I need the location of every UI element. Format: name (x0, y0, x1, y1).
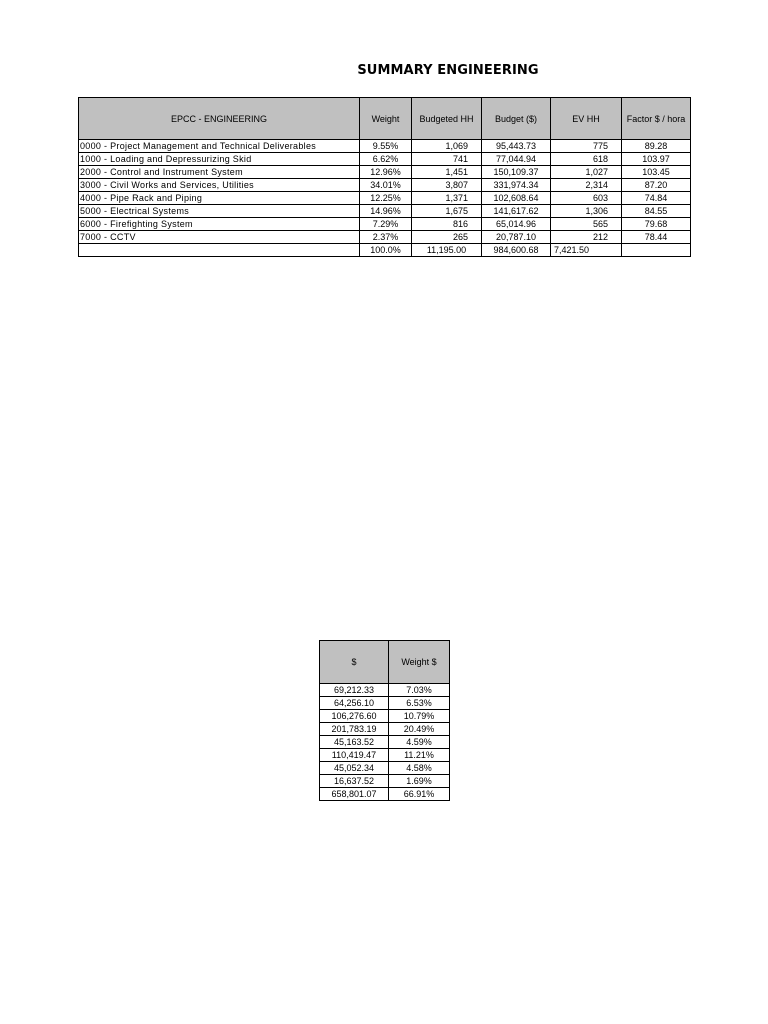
row-name: 4000 - Pipe Rack and Piping (79, 192, 360, 205)
table-row (79, 179, 691, 192)
table-row (79, 218, 691, 231)
row-name: 5000 - Electrical Systems (79, 205, 360, 218)
table-row (320, 749, 450, 762)
row-name: 7000 - CCTV (79, 231, 360, 244)
row-ev-hh: 618 (551, 153, 622, 166)
table-row (320, 736, 450, 749)
row-budgeted-hh: 3,807 (412, 179, 482, 192)
totals-factor (622, 244, 691, 257)
header-row (79, 98, 691, 140)
row-amount: 106,276.60 (320, 710, 389, 723)
table-row (79, 153, 691, 166)
totals-budgeted-hh: 11,195.00 (412, 244, 482, 257)
table-row (320, 775, 450, 788)
row-ev-hh: 1,027 (551, 166, 622, 179)
row-factor: 103.97 (622, 153, 691, 166)
row-factor: 79.68 (622, 218, 691, 231)
row-weight: 7.03% (389, 684, 450, 697)
table-row (320, 762, 450, 775)
row-factor: 103.45 (622, 166, 691, 179)
row-budget: 141,617.62 (482, 205, 551, 218)
row-amount: 16,637.52 (320, 775, 389, 788)
row-weight: 12.96% (360, 166, 412, 179)
row-budgeted-hh: 741 (412, 153, 482, 166)
row-factor: 74.84 (622, 192, 691, 205)
table-row (320, 684, 450, 697)
sub-header-row (320, 641, 450, 684)
row-weight: 2.37% (360, 231, 412, 244)
row-factor: 78.44 (622, 231, 691, 244)
row-ev-hh: 212 (551, 231, 622, 244)
row-factor: 84.55 (622, 205, 691, 218)
row-name: 2000 - Control and Instrument System (79, 166, 360, 179)
table-row (320, 710, 450, 723)
row-name: 1000 - Loading and Depressurizing Skid (79, 153, 360, 166)
row-weight: 6.62% (360, 153, 412, 166)
header-budgeted-hh: Budgeted HH (412, 98, 482, 140)
row-ev-hh: 775 (551, 140, 622, 153)
totals-row (79, 244, 691, 257)
row-budgeted-hh: 816 (412, 218, 482, 231)
row-amount: 201,783.19 (320, 723, 389, 736)
row-name: 3000 - Civil Works and Services, Utilities (79, 179, 360, 192)
header-epcc-engineering: EPCC - ENGINEERING (79, 98, 360, 140)
row-weight: 7.29% (360, 218, 412, 231)
totals-ev-hh: 7,421.50 (551, 244, 622, 257)
table-row (79, 140, 691, 153)
page-title: SUMMARY ENGINEERING (357, 63, 539, 78)
row-weight: 20.49% (389, 723, 450, 736)
row-weight: 4.59% (389, 736, 450, 749)
row-budget: 102,608.64 (482, 192, 551, 205)
row-weight: 4.58% (389, 762, 450, 775)
row-name: 6000 - Firefighting System (79, 218, 360, 231)
row-budgeted-hh: 265 (412, 231, 482, 244)
totals-row (320, 788, 450, 801)
row-budget: 150,109.37 (482, 166, 551, 179)
row-amount: 45,052.34 (320, 762, 389, 775)
row-ev-hh: 1,306 (551, 205, 622, 218)
totals-name (79, 244, 360, 257)
row-weight: 14.96% (360, 205, 412, 218)
row-weight: 10.79% (389, 710, 450, 723)
table-row (320, 697, 450, 710)
table-row (79, 205, 691, 218)
row-name: 0000 - Project Management and Technical Deliverables (79, 140, 360, 153)
table-row (79, 231, 691, 244)
row-amount: 64,256.10 (320, 697, 389, 710)
header-budget: Budget ($) (482, 98, 551, 140)
row-weight: 9.55% (360, 140, 412, 153)
row-budgeted-hh: 1,069 (412, 140, 482, 153)
dollar-weight-table (319, 640, 450, 801)
header-dollar: $ (320, 641, 389, 684)
row-budget: 77,044.94 (482, 153, 551, 166)
row-budget: 331,974.34 (482, 179, 551, 192)
header-weight-dollar: Weight $ (389, 641, 450, 684)
totals-weight: 66.91% (389, 788, 450, 801)
row-weight: 11.21% (389, 749, 450, 762)
row-weight: 1.69% (389, 775, 450, 788)
row-ev-hh: 603 (551, 192, 622, 205)
row-budget: 20,787.10 (482, 231, 551, 244)
row-budgeted-hh: 1,451 (412, 166, 482, 179)
row-budgeted-hh: 1,371 (412, 192, 482, 205)
row-ev-hh: 2,314 (551, 179, 622, 192)
row-amount: 69,212.33 (320, 684, 389, 697)
header-weight: Weight (360, 98, 412, 140)
row-ev-hh: 565 (551, 218, 622, 231)
table-row (79, 192, 691, 205)
table-row (79, 166, 691, 179)
header-factor: Factor $ / hora (622, 98, 691, 140)
row-amount: 110,419.47 (320, 749, 389, 762)
totals-amount: 658,801.07 (320, 788, 389, 801)
row-budget: 95,443.73 (482, 140, 551, 153)
totals-weight: 100.0% (360, 244, 412, 257)
engineering-summary-table (78, 97, 691, 257)
row-factor: 87.20 (622, 179, 691, 192)
row-weight: 6.53% (389, 697, 450, 710)
table-row (320, 723, 450, 736)
row-budgeted-hh: 1,675 (412, 205, 482, 218)
row-weight: 12.25% (360, 192, 412, 205)
totals-budget: 984,600.68 (482, 244, 551, 257)
header-ev-hh: EV HH (551, 98, 622, 140)
row-amount: 45,163.52 (320, 736, 389, 749)
row-weight: 34.01% (360, 179, 412, 192)
row-factor: 89.28 (622, 140, 691, 153)
row-budget: 65,014.96 (482, 218, 551, 231)
